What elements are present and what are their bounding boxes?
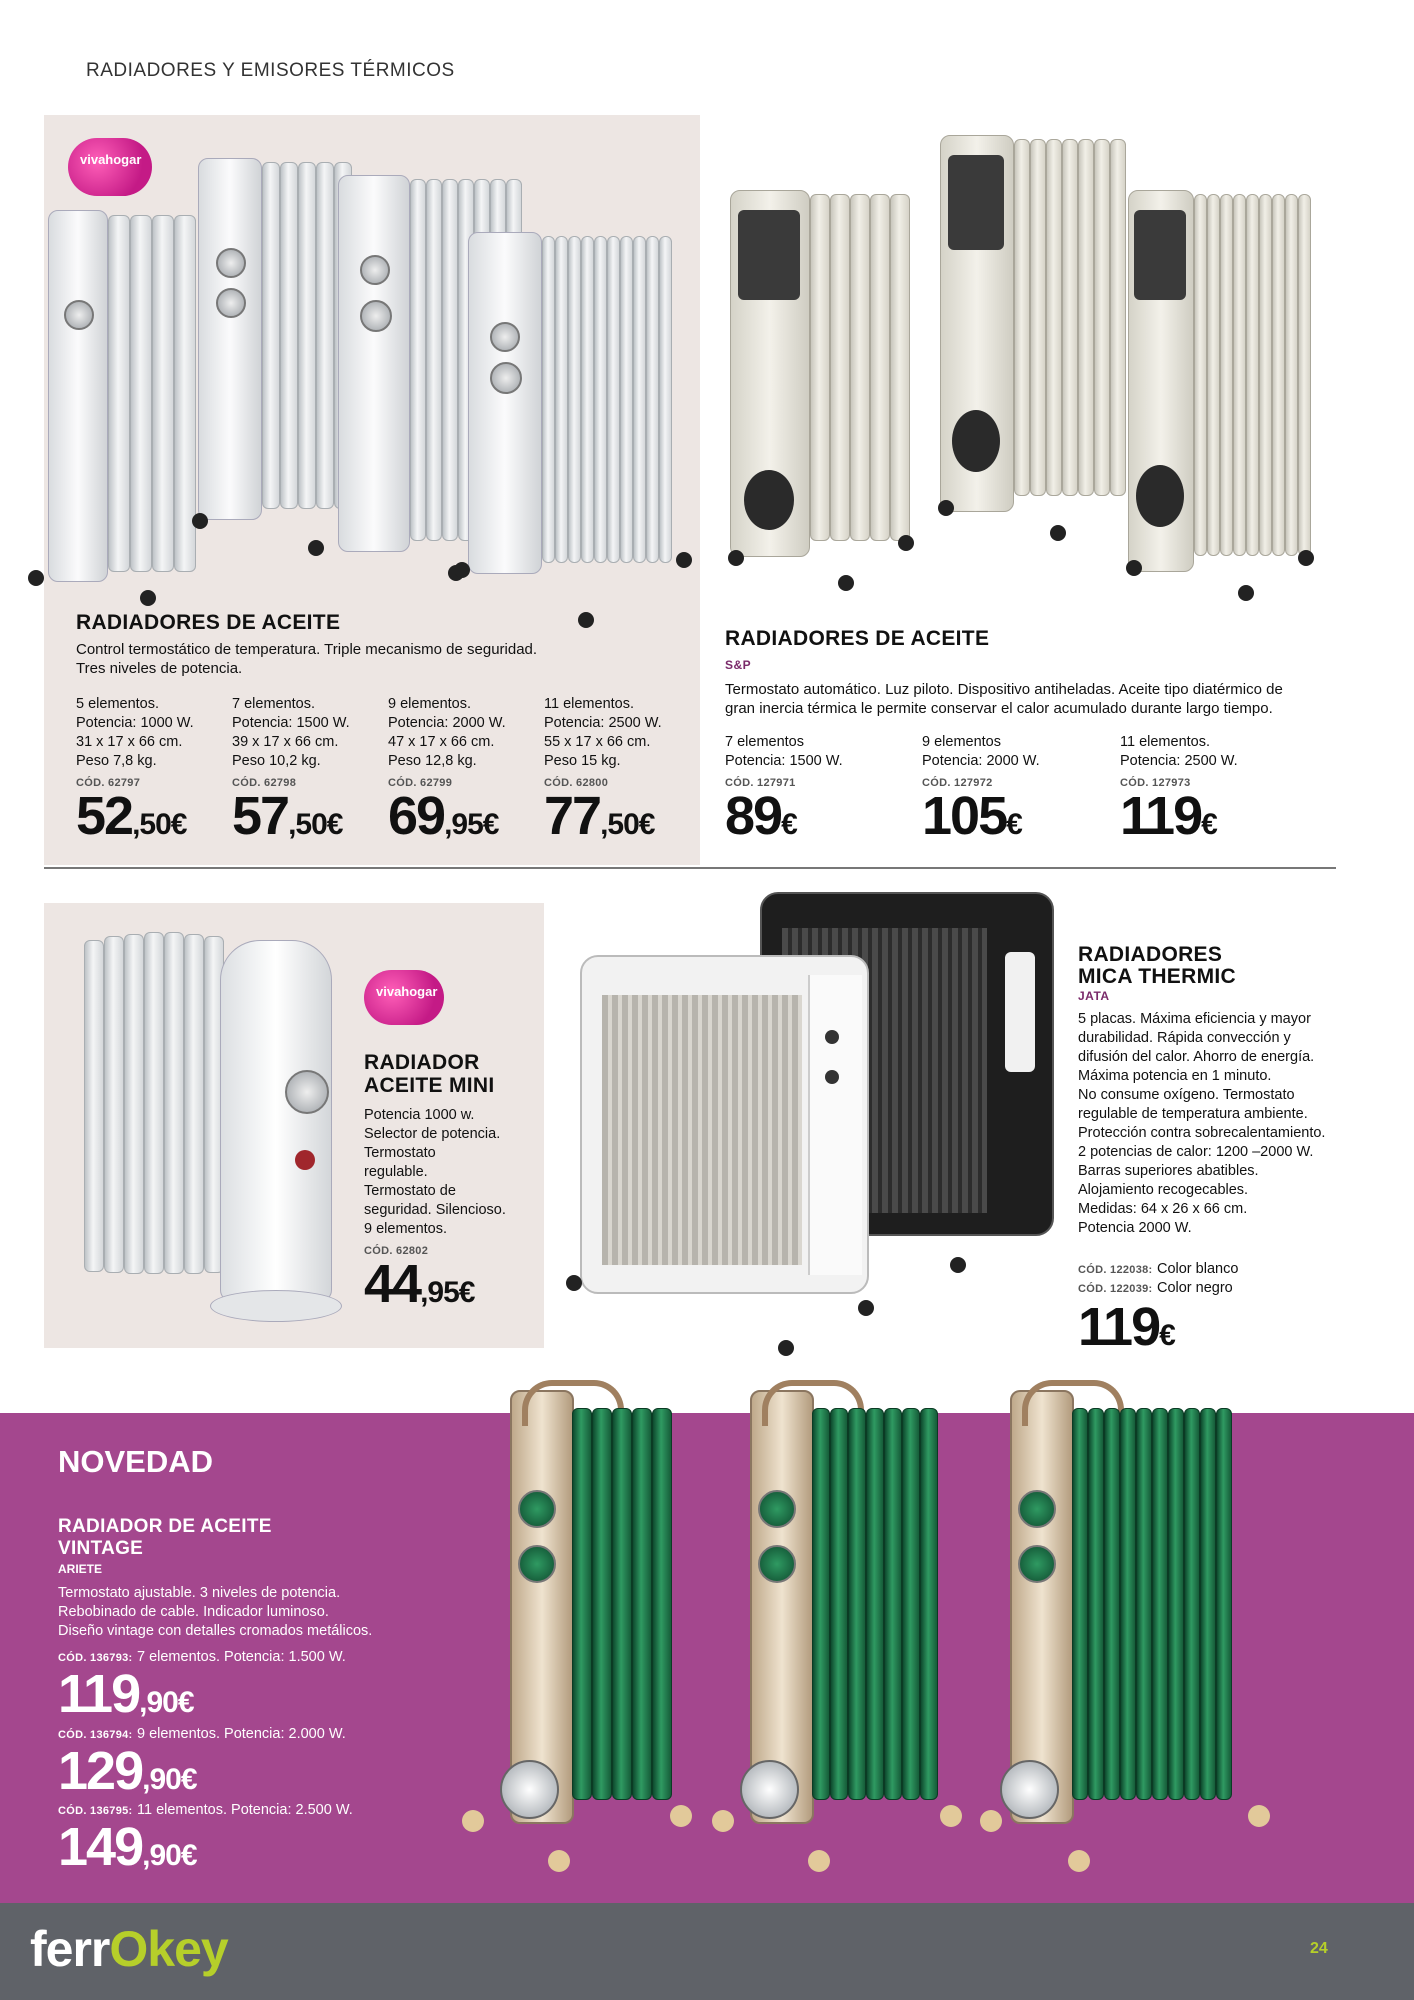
radiator-image-sp-7 [730,190,920,600]
ferrokey-logo[interactable]: ferrOkey [30,1921,228,1977]
product-variant: 9 elementos. Potencia: 2000 W. 47 x 17 x 66 cm. Peso 12,8 kg. CÓD. 62799 69,95€ [388,695,538,852]
price: 149,90€ [58,1817,197,1877]
product-title: VINTAGE [58,1538,144,1559]
mica-radiator-white-image [580,955,870,1355]
radiator-image-sp-11 [1128,190,1328,610]
product-description: gran inercia térmica le permite conservar el calor acumulado durante largo tiempo. [725,700,1273,717]
price: 57,50€ [232,786,343,846]
product-code: CÓD. 62799 [388,777,453,789]
product-code: CÓD. 127971 [725,777,796,789]
product-variant: 5 elementos. Potencia: 1000 W. 31 x 17 x 66 cm. Peso 7,8 kg. CÓD. 62797 52,50€ [76,695,226,852]
product-title: ACEITE MINI [364,1074,495,1097]
price: 119€ [1078,1297,1175,1357]
product-code: CÓD. 127973 [1120,777,1191,789]
product-variant: 7 elementos Potencia: 1500 W. CÓD. 127971 89€ [725,733,915,852]
radiator-image-5 [48,210,198,590]
product-code-black: CÓD. 122039: Color negro [1078,1280,1233,1296]
price: 77,50€ [544,786,655,846]
product-title: RADIADORES DE ACEITE [725,627,990,650]
price: 89€ [725,786,797,846]
product-specs: 5 placas. Máxima eficiencia y mayor durabilidad. Rápida convección y difusión del calor. Ahorro de energía. Máxima potencia en 1 minuto. No consume oxígeno. Termostato regulable de temperatura ambiente. Protección contra sobrecalentamiento. 2 potencias de calor: 1200 –2000 W. Barras superiores abatibles. Alojamiento recogecables. Medidas: 64 x 26 x 66 cm. Potencia 2000 W. [1078,1011,1326,1236]
product-code: CÓD. 62802 [364,1245,429,1257]
price: 129,90€ [58,1741,197,1801]
price: 119€ [1120,786,1217,846]
product-variant: 7 elementos. Potencia: 1500 W. 39 x 17 x 66 cm. Peso 10,2 kg. CÓD. 62798 57,50€ [232,695,382,852]
product-description: Control termostático de temperatura. Triple mecanismo de seguridad. [76,641,538,658]
product-variant: 9 elementos Potencia: 2000 W. CÓD. 127972 105€ [922,733,1112,852]
price: 44,95€ [364,1254,475,1314]
product-description: Tres niveles de potencia. [76,660,243,677]
brand-name: S&P [725,658,752,672]
radiator-image-sp-9 [940,135,1130,555]
price: 69,95€ [388,786,499,846]
product-variant: CÓD. 136794: 9 elementos. Potencia: 2.000 W. 129,90€ [58,1725,438,1807]
product-code-white: CÓD. 122038: Color blanco [1078,1261,1239,1277]
novedad-tag: NOVEDAD [58,1444,214,1479]
product-title: RADIADOR [364,1051,480,1074]
product-title: RADIADORES DE ACEITE [76,611,341,634]
vivahogar-logo: vivahogar [68,138,152,196]
price: 52,50€ [76,786,187,846]
brand-name: JATA [1078,989,1110,1003]
product-description: Termostato ajustable. 3 niveles de potencia. Rebobinado de cable. Indicador luminoso. Diseño vintage con detalles cromados metálicos. [58,1585,373,1639]
mini-radiator-image [80,920,340,1335]
product-variant: 11 elementos. Potencia: 2500 W. CÓD. 127973 119€ [1120,733,1310,852]
product-variant: 11 elementos. Potencia: 2500 W. 55 x 17 x 66 cm. Peso 15 kg. CÓD. 62800 77,50€ [544,695,694,852]
price: 105€ [922,786,1022,846]
product-description: Termostato automático. Luz piloto. Dispositivo antiheladas. Aceite tipo diatérmico de [725,681,1283,698]
vintage-radiator-image-9 [720,1380,980,1880]
product-variant: CÓD. 136793: 7 elementos. Potencia: 1.500 W. 119,90€ [58,1648,438,1730]
section-title: RADIADORES Y EMISORES TÉRMICOS [86,60,455,81]
product-specs: Potencia 1000 w. Selector de potencia. Termostato regulable. Termostato de seguridad. Silencioso. 9 elementos. CÓD. 62802 44,95€ [364,1106,544,1320]
radiator-image-11 [468,232,688,632]
price: 119,90€ [58,1664,194,1724]
product-title: RADIADORES [1078,943,1223,966]
product-title: RADIADOR DE ACEITE [58,1516,272,1537]
vivahogar-logo: vivahogar [364,970,444,1025]
product-code: CÓD. 127972 [922,777,993,789]
vintage-radiator-image-7 [470,1380,710,1880]
section-divider [44,867,1336,869]
product-code: CÓD. 62800 [544,777,609,789]
product-code: CÓD. 62798 [232,777,297,789]
product-title: MICA THERMIC [1078,965,1236,988]
product-code: CÓD. 62797 [76,777,141,789]
brand-name: ARIETE [58,1562,103,1576]
page-number: 24 [1310,1940,1328,1957]
vintage-radiator-image-11 [990,1380,1290,1880]
product-variant: CÓD. 136795: 11 elementos. Potencia: 2.500 W. 149,90€ [58,1801,438,1883]
